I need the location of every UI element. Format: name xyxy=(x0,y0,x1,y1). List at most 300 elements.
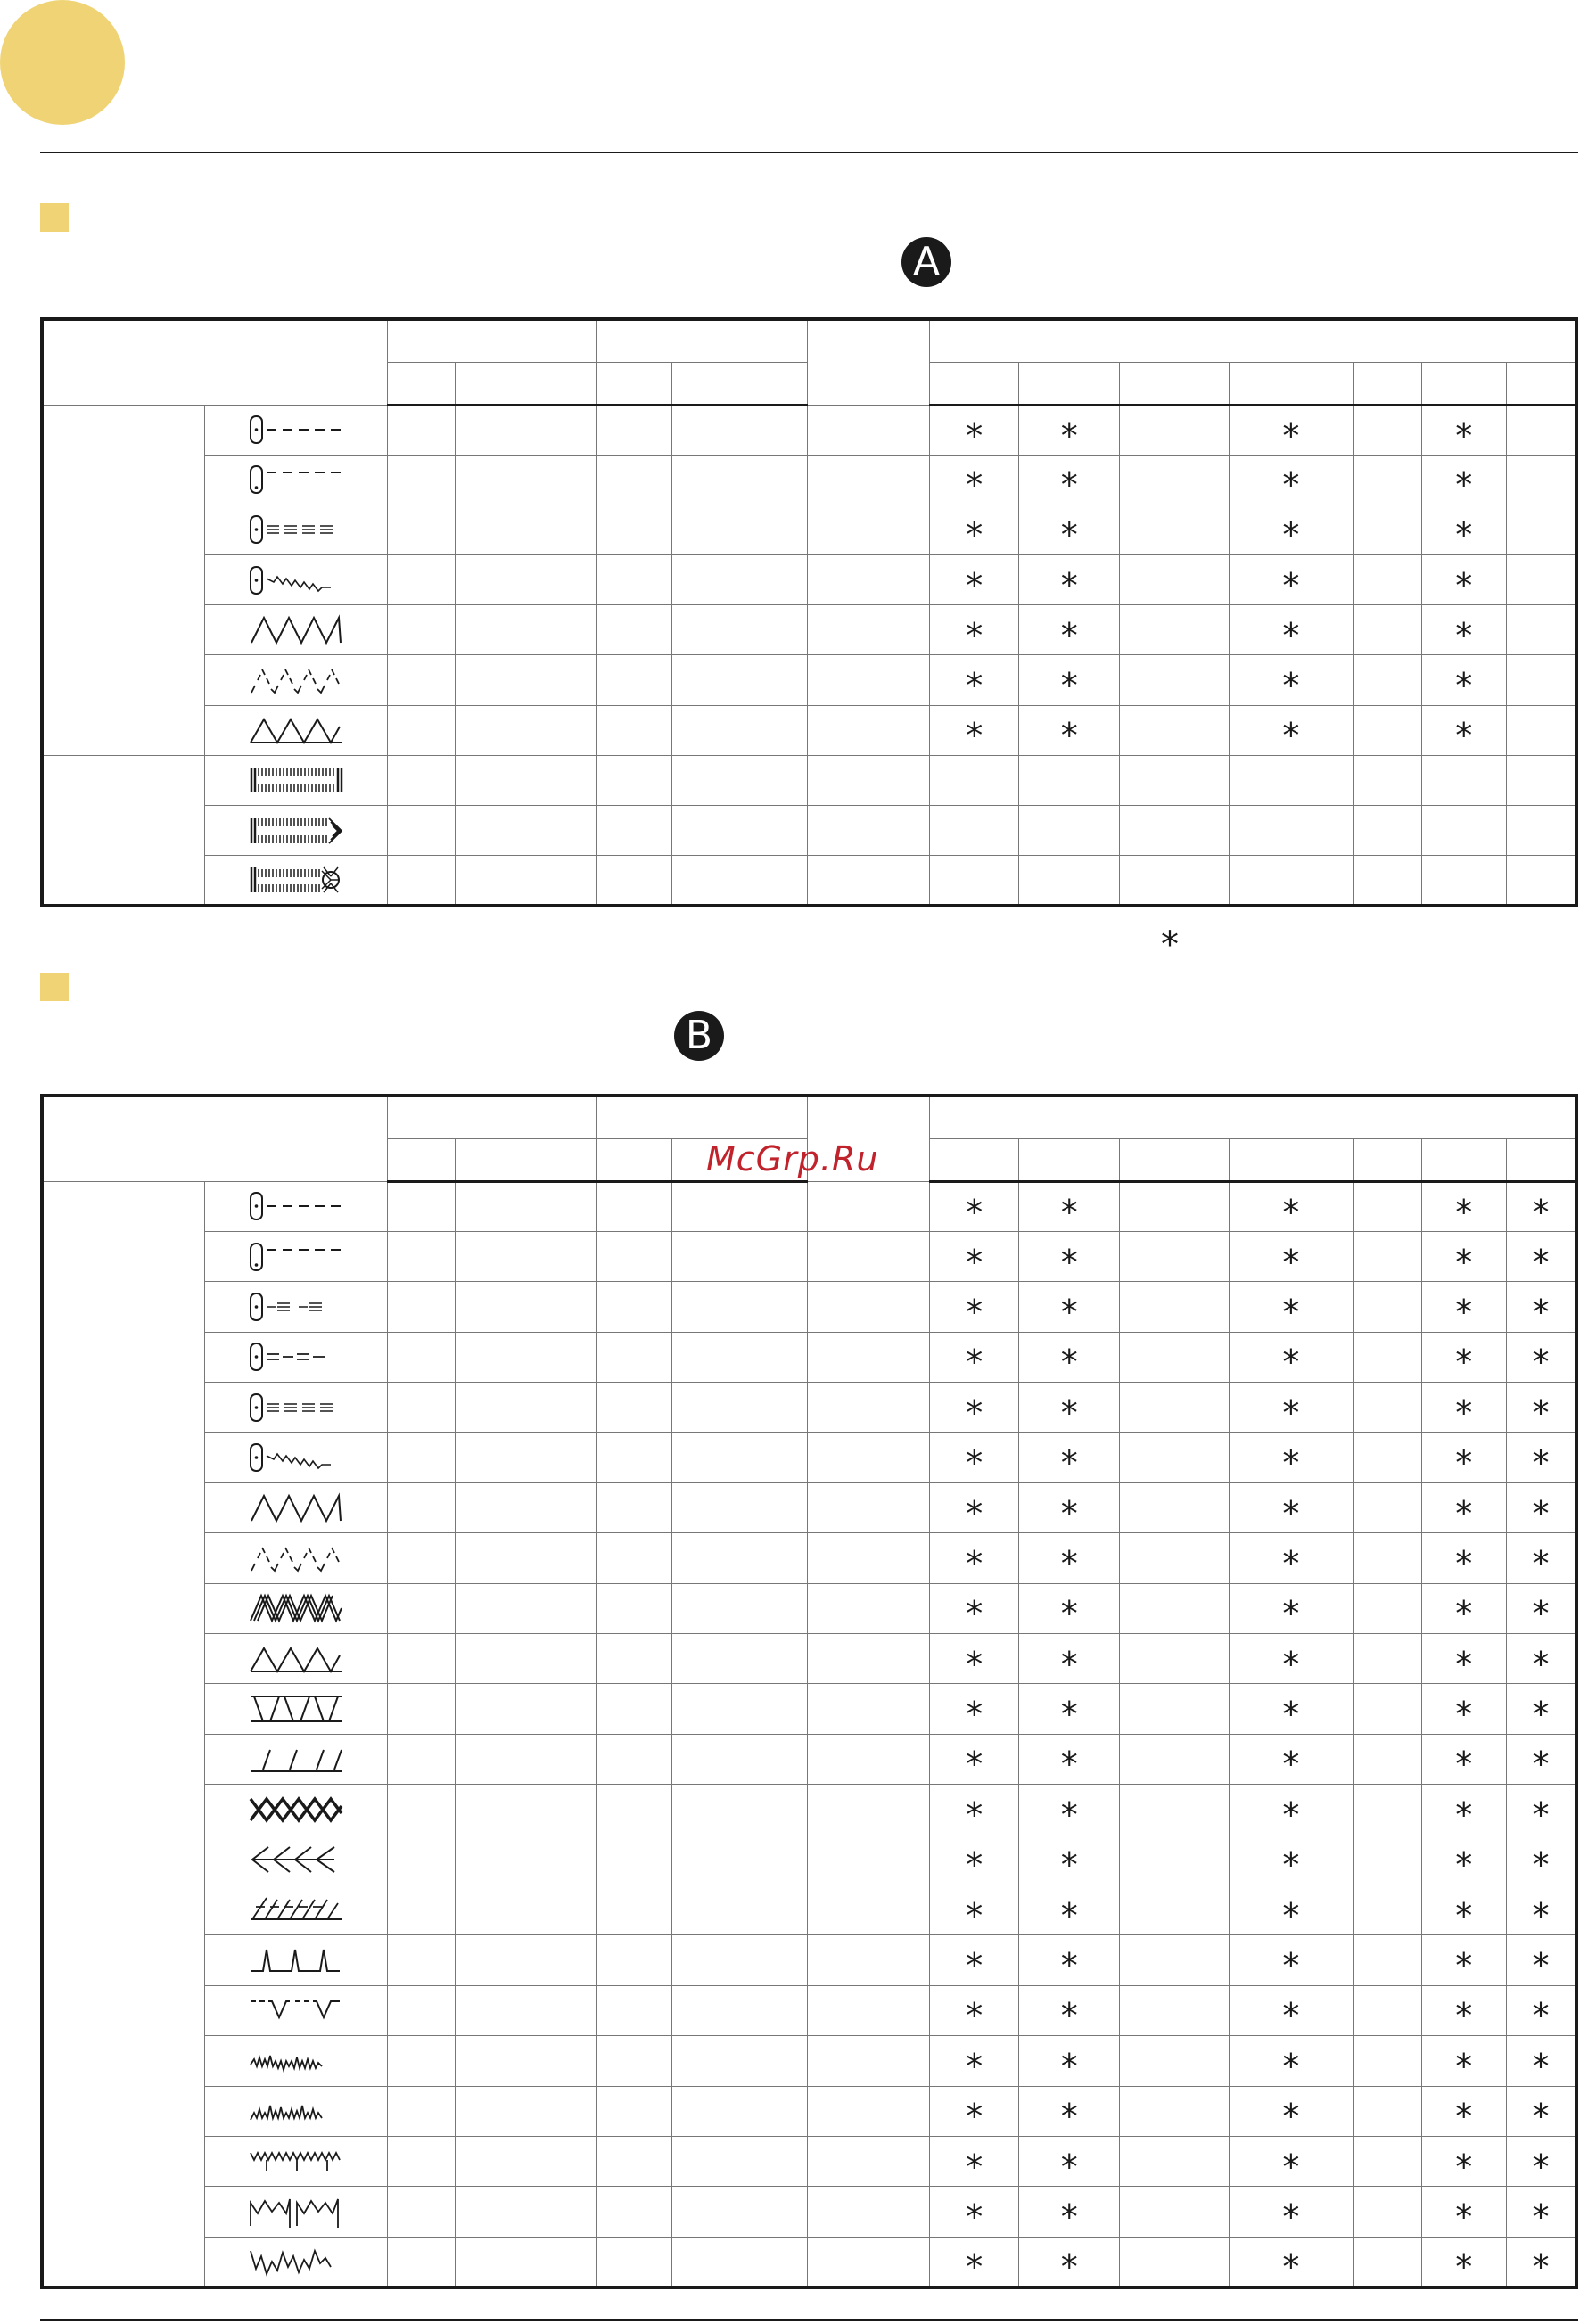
setting-cell xyxy=(671,2237,808,2287)
foot-column-cell xyxy=(1354,655,1421,705)
footer-rule xyxy=(40,2319,1578,2321)
foot-column-cell xyxy=(1229,455,1354,505)
stretch-stitch-icon xyxy=(249,1441,343,1474)
recommended-mark: * xyxy=(1060,465,1078,505)
setting-cell xyxy=(808,1231,930,1281)
foot-column-cell xyxy=(1354,1985,1421,2035)
setting-cell xyxy=(597,1634,671,1684)
setting-cell xyxy=(388,1785,455,1835)
setting-cell xyxy=(808,1785,930,1835)
foot-column-cell xyxy=(930,1785,1019,1835)
setting-cell xyxy=(597,856,671,906)
stitch-icon-cell xyxy=(205,655,388,705)
recommended-mark: * xyxy=(1282,2147,1300,2187)
recommended-mark: * xyxy=(1532,1794,1550,1835)
foot-column-cell xyxy=(1119,405,1229,455)
foot-column-cell xyxy=(1119,555,1229,605)
recommended-mark: * xyxy=(1455,565,1473,605)
header-sub-cell xyxy=(1119,362,1229,405)
stitch-row xyxy=(42,1785,1576,1835)
setting-cell xyxy=(455,455,597,505)
stitch-icon-cell xyxy=(205,605,388,655)
setting-cell xyxy=(388,1684,455,1734)
recommended-mark: * xyxy=(966,1292,983,1332)
stitch-row xyxy=(42,1282,1576,1332)
ric-rac-stitch-icon xyxy=(249,2246,343,2278)
foot-column-cell xyxy=(1229,806,1354,856)
recommended-mark: * xyxy=(966,465,983,505)
foot-column-cell xyxy=(1506,1181,1576,1231)
recommended-mark: * xyxy=(966,1242,983,1282)
setting-cell xyxy=(808,1835,930,1885)
zigzag-stitch-icon xyxy=(249,1492,343,1524)
setting-cell xyxy=(671,2187,808,2237)
triple-straight-stitch-icon xyxy=(249,513,343,546)
setting-cell xyxy=(388,2237,455,2287)
header-sub-cell xyxy=(930,1138,1019,1181)
stitch-row xyxy=(42,555,1576,605)
stitch-row xyxy=(42,1181,1576,1231)
recommended-mark: * xyxy=(1060,666,1078,706)
foot-column-cell xyxy=(1421,2086,1506,2136)
foot-column-cell xyxy=(1421,1935,1506,1985)
foot-column-cell xyxy=(1019,1885,1120,1934)
foot-column-cell xyxy=(1119,605,1229,655)
section-a-badge: A xyxy=(901,237,951,287)
foot-column-cell xyxy=(1119,1684,1229,1734)
header-sub-cell xyxy=(1354,1138,1421,1181)
recommended-mark: * xyxy=(1060,2246,1078,2287)
setting-cell xyxy=(455,2187,597,2237)
recommended-mark: * xyxy=(1532,1895,1550,1935)
stitch-row xyxy=(42,1482,1576,1532)
stitch-icon-cell xyxy=(205,1785,388,1835)
setting-cell xyxy=(597,655,671,705)
foot-column-cell xyxy=(1229,2187,1354,2237)
setting-cell xyxy=(671,655,808,705)
foot-column-cell xyxy=(1229,1985,1354,2035)
stitch-icon-cell xyxy=(205,555,388,605)
setting-cell xyxy=(388,455,455,505)
foot-column-cell xyxy=(930,1734,1019,1784)
recommended-mark: * xyxy=(1282,2046,1300,2086)
setting-cell xyxy=(388,856,455,906)
setting-cell xyxy=(455,1885,597,1934)
foot-column-cell xyxy=(1229,1482,1354,1532)
recommended-mark: * xyxy=(1455,615,1473,655)
foot-column-cell xyxy=(1421,755,1506,805)
setting-cell xyxy=(388,1634,455,1684)
setting-cell xyxy=(808,1583,930,1633)
recommended-mark: * xyxy=(1282,1996,1300,2036)
foot-column-cell xyxy=(1421,655,1506,705)
recommended-mark: * xyxy=(1060,1845,1078,1885)
setting-cell xyxy=(388,1383,455,1433)
foot-column-cell xyxy=(1229,856,1354,906)
foot-column-cell xyxy=(1421,605,1506,655)
recommended-mark: * xyxy=(1060,1192,1078,1232)
triple-dash-stitch-icon xyxy=(249,1291,343,1323)
stitch-icon-cell xyxy=(205,2036,388,2086)
foot-column-cell xyxy=(1421,1734,1506,1784)
recommended-mark: * xyxy=(966,1946,983,1986)
foot-column-cell xyxy=(1506,2187,1576,2237)
recommended-mark: * xyxy=(1282,1242,1300,1282)
recommended-mark: * xyxy=(1532,1192,1550,1232)
foot-column-cell xyxy=(1421,1282,1506,1332)
foot-column-cell xyxy=(1354,605,1421,655)
setting-cell xyxy=(455,806,597,856)
recommended-mark: * xyxy=(1532,1594,1550,1634)
foot-column-cell xyxy=(1506,2086,1576,2136)
foot-column-cell xyxy=(1506,2036,1576,2086)
foot-column-cell xyxy=(930,705,1019,755)
setting-cell xyxy=(388,1482,455,1532)
setting-cell xyxy=(597,1885,671,1934)
setting-cell xyxy=(455,1634,597,1684)
recommended-mark: * xyxy=(1455,2197,1473,2237)
foot-column-cell xyxy=(1506,455,1576,505)
recommended-mark: * xyxy=(1455,2147,1473,2187)
shell-tuck-stitch-icon xyxy=(249,2045,343,2077)
setting-cell xyxy=(597,1785,671,1835)
foot-column-cell xyxy=(1229,1181,1354,1231)
foot-column-cell xyxy=(1229,1835,1354,1885)
stitch-icon-cell xyxy=(205,1282,388,1332)
stitch-row xyxy=(42,755,1576,805)
setting-cell xyxy=(388,555,455,605)
header-sub-cell xyxy=(1506,362,1576,405)
stitch-icon-cell xyxy=(205,856,388,906)
recommended-mark: * xyxy=(1455,1895,1473,1935)
straight-stitch-center-icon xyxy=(249,414,343,446)
setting-cell xyxy=(455,1985,597,2035)
setting-cell xyxy=(671,1634,808,1684)
triple-zigzag-stitch-icon xyxy=(249,1592,343,1624)
recommended-mark: * xyxy=(1455,1996,1473,2036)
stretch-stitch-icon xyxy=(249,564,343,596)
recommended-mark: * xyxy=(1282,565,1300,605)
zigzag-stitch-icon xyxy=(249,614,343,646)
foot-column-cell xyxy=(1019,405,1120,455)
setting-cell xyxy=(671,1835,808,1885)
stitch-icon-cell xyxy=(205,1684,388,1734)
stitch-row xyxy=(42,505,1576,554)
recommended-mark: * xyxy=(966,2046,983,2086)
foot-column-cell xyxy=(930,2086,1019,2136)
stitch-row xyxy=(42,655,1576,705)
setting-cell xyxy=(671,856,808,906)
stitch-icon-cell xyxy=(205,1533,388,1583)
header-sub-cell xyxy=(1229,362,1354,405)
foot-column-cell xyxy=(1119,1533,1229,1583)
recommended-mark: * xyxy=(966,1594,983,1634)
rampart-stitch-icon xyxy=(249,2095,343,2127)
header-group-1 xyxy=(388,1096,597,1138)
stitch-icon-cell xyxy=(205,1583,388,1633)
setting-cell xyxy=(671,1785,808,1835)
setting-cell xyxy=(455,505,597,554)
foot-column-cell xyxy=(1019,1583,1120,1633)
foot-column-cell xyxy=(1019,1282,1120,1332)
setting-cell xyxy=(808,705,930,755)
foot-column-cell xyxy=(1354,2187,1421,2237)
foot-column-cell xyxy=(930,405,1019,455)
foot-column-cell xyxy=(1119,1734,1229,1784)
setting-cell xyxy=(597,2036,671,2086)
foot-column-cell xyxy=(1229,1383,1354,1433)
straight-stitch-left-icon xyxy=(249,1241,343,1273)
foot-column-cell xyxy=(1119,1583,1229,1633)
recommended-mark: * xyxy=(1455,1443,1473,1483)
recommended-mark: * xyxy=(1532,2147,1550,2187)
foot-column-cell xyxy=(1019,1634,1120,1684)
setting-cell xyxy=(597,1835,671,1885)
watermark: McGrp.Ru xyxy=(706,1139,879,1178)
foot-column-cell xyxy=(1421,1383,1506,1433)
setting-cell xyxy=(671,705,808,755)
recommended-mark: * xyxy=(1282,2246,1300,2287)
recommended-mark: * xyxy=(1532,2046,1550,2086)
foot-column-cell xyxy=(1506,1885,1576,1934)
foot-column-cell xyxy=(1421,1181,1506,1231)
setting-cell xyxy=(808,755,930,805)
foot-column-cell xyxy=(1421,1433,1506,1482)
foot-column-cell xyxy=(1506,1583,1576,1633)
setting-cell xyxy=(455,1785,597,1835)
setting-cell xyxy=(808,2086,930,2136)
foot-column-cell xyxy=(1354,1734,1421,1784)
foot-column-cell xyxy=(1119,1785,1229,1835)
setting-cell xyxy=(388,1181,455,1231)
setting-cell xyxy=(808,2036,930,2086)
foot-column-cell xyxy=(1019,1935,1120,1985)
setting-cell xyxy=(671,755,808,805)
recommended-mark: * xyxy=(1455,1794,1473,1835)
foot-column-cell xyxy=(930,455,1019,505)
stitch-row xyxy=(42,2036,1576,2086)
setting-cell xyxy=(455,1181,597,1231)
recommended-mark: * xyxy=(1532,1745,1550,1785)
setting-cell xyxy=(597,1383,671,1433)
stitch-icon-cell xyxy=(205,405,388,455)
header-group-3 xyxy=(930,319,1576,362)
recommended-mark: * xyxy=(1060,1493,1078,1533)
stitch-row xyxy=(42,1583,1576,1633)
straight-stitch-left-icon xyxy=(249,464,343,496)
recommended-mark: * xyxy=(1282,1343,1300,1383)
foot-column-cell xyxy=(930,555,1019,605)
foot-column-cell xyxy=(930,1383,1019,1433)
recommended-mark: * xyxy=(1060,1745,1078,1785)
recommended-mark: * xyxy=(966,1695,983,1735)
foot-column-cell xyxy=(930,1433,1019,1482)
header-sub-cell xyxy=(1354,362,1421,405)
foot-column-cell xyxy=(1119,1231,1229,1281)
header-sub-cell xyxy=(1019,1138,1120,1181)
header-sub-cell xyxy=(1119,1138,1229,1181)
header-sub-cell xyxy=(1421,1138,1506,1181)
header-group-1 xyxy=(388,319,597,362)
setting-cell xyxy=(808,1482,930,1532)
foot-column-cell xyxy=(1506,1282,1576,1332)
setting-cell xyxy=(455,405,597,455)
header-sub-cell xyxy=(1506,1138,1576,1181)
stitch-row xyxy=(42,1935,1576,1985)
foot-column-cell xyxy=(1019,1332,1120,1382)
recommended-mark: * xyxy=(1282,1392,1300,1433)
foot-column-cell xyxy=(1506,1734,1576,1784)
setting-cell xyxy=(597,1684,671,1734)
stitch-icon-cell xyxy=(205,2086,388,2136)
foot-column-cell xyxy=(1506,856,1576,906)
recommended-mark: * xyxy=(1060,1996,1078,2036)
multi-zigzag-stitch-icon xyxy=(249,664,343,696)
stitch-icon-cell xyxy=(205,1482,388,1532)
foot-column-cell xyxy=(1506,1231,1576,1281)
stitch-row xyxy=(42,455,1576,505)
recommended-mark: * xyxy=(966,1493,983,1533)
recommended-mark: * xyxy=(1455,465,1473,505)
foot-column-cell xyxy=(1421,1482,1506,1532)
multi-zigzag-stitch-icon xyxy=(249,1542,343,1574)
foot-column-cell xyxy=(1229,2237,1354,2287)
foot-column-cell xyxy=(1229,2136,1354,2186)
foot-column-cell xyxy=(1119,455,1229,505)
recommended-mark: * xyxy=(1455,1292,1473,1332)
recommended-mark: * xyxy=(1455,2097,1473,2137)
setting-cell xyxy=(808,1684,930,1734)
recommended-mark: * xyxy=(1282,1895,1300,1935)
recommended-mark: * xyxy=(1455,1644,1473,1684)
foot-column-cell xyxy=(1354,505,1421,554)
foot-column-cell xyxy=(1229,1885,1354,1934)
foot-column-cell xyxy=(930,1181,1019,1231)
setting-cell xyxy=(808,1935,930,1985)
stitch-row xyxy=(42,1231,1576,1281)
setting-cell xyxy=(388,405,455,455)
setting-cell xyxy=(808,2187,930,2237)
foot-column-cell xyxy=(1354,1181,1421,1231)
straight-stitch-center-icon xyxy=(249,1190,343,1222)
recommended-mark: * xyxy=(1060,1895,1078,1935)
stitch-icon-cell xyxy=(205,1734,388,1784)
foot-column-cell xyxy=(1019,455,1120,505)
setting-cell xyxy=(808,1181,930,1231)
foot-column-cell xyxy=(930,2187,1019,2237)
setting-cell xyxy=(808,1433,930,1482)
setting-cell xyxy=(671,1533,808,1583)
foot-column-cell xyxy=(1506,405,1576,455)
setting-cell xyxy=(455,2237,597,2287)
setting-cell xyxy=(388,806,455,856)
double-dash-stitch-icon xyxy=(249,1341,343,1373)
stitch-row xyxy=(42,2187,1576,2237)
foot-column-cell xyxy=(1229,1533,1354,1583)
foot-column-cell xyxy=(1119,2036,1229,2086)
stitch-icon-cell xyxy=(205,755,388,805)
setting-cell xyxy=(671,405,808,455)
recommended-mark: * xyxy=(1282,2097,1300,2137)
recommended-mark: * xyxy=(1455,1242,1473,1282)
foot-column-cell xyxy=(930,2036,1019,2086)
feather-left-stitch-icon xyxy=(249,1844,343,1876)
setting-cell xyxy=(597,455,671,505)
recommended-mark: * xyxy=(966,1392,983,1433)
footnote-mark: * xyxy=(1161,924,1179,965)
foot-column-cell xyxy=(1421,1583,1506,1633)
fagoting-stitch-icon xyxy=(249,2196,343,2228)
stitch-row xyxy=(42,1684,1576,1734)
stitch-row xyxy=(42,2237,1576,2287)
foot-column-cell xyxy=(1421,2136,1506,2186)
foot-column-cell xyxy=(1019,2036,1120,2086)
foot-column-cell xyxy=(1506,1383,1576,1433)
setting-cell xyxy=(597,705,671,755)
recommended-mark: * xyxy=(1455,2046,1473,2086)
section-a-marker xyxy=(40,203,69,232)
recommended-mark: * xyxy=(1060,1343,1078,1383)
foot-column-cell xyxy=(1019,655,1120,705)
foot-column-cell xyxy=(1019,1231,1120,1281)
stitch-icon-cell xyxy=(205,455,388,505)
recommended-mark: * xyxy=(966,1996,983,2036)
foot-column-cell xyxy=(1506,1935,1576,1985)
foot-column-cell xyxy=(1229,1935,1354,1985)
foot-column-cell xyxy=(1019,1383,1120,1433)
setting-cell xyxy=(388,705,455,755)
setting-cell xyxy=(455,1734,597,1784)
setting-cell xyxy=(671,1482,808,1532)
recommended-mark: * xyxy=(966,1343,983,1383)
setting-cell xyxy=(388,1734,455,1784)
setting-cell xyxy=(597,1935,671,1985)
foot-column-cell xyxy=(1019,806,1120,856)
foot-column-cell xyxy=(1229,555,1354,605)
foot-column-cell xyxy=(1019,2086,1120,2136)
stitch-icon-cell xyxy=(205,1985,388,2035)
foot-column-cell xyxy=(1421,1332,1506,1382)
foot-column-cell xyxy=(1354,455,1421,505)
overlock-stitch-icon xyxy=(249,1693,343,1725)
foot-column-cell xyxy=(1019,705,1120,755)
setting-cell xyxy=(671,1985,808,2035)
recommended-mark: * xyxy=(966,565,983,605)
foot-column-cell xyxy=(930,856,1019,906)
recommended-mark: * xyxy=(1282,1543,1300,1583)
foot-column-cell xyxy=(1421,405,1506,455)
foot-column-cell xyxy=(1119,2237,1229,2287)
foot-column-cell xyxy=(1019,1684,1120,1734)
foot-column-cell xyxy=(930,755,1019,805)
foot-column-cell xyxy=(1229,1433,1354,1482)
header-group-3 xyxy=(930,1096,1576,1138)
applique-stitch-icon xyxy=(249,1994,343,2026)
stitch-table-b xyxy=(40,1094,1578,2289)
foot-column-cell xyxy=(930,605,1019,655)
stitch-row xyxy=(42,2136,1576,2186)
foot-column-cell xyxy=(1421,1835,1506,1885)
foot-column-cell xyxy=(930,655,1019,705)
foot-column-cell xyxy=(1229,705,1354,755)
setting-cell xyxy=(671,555,808,605)
foot-column-cell xyxy=(1506,1533,1576,1583)
foot-column-cell xyxy=(1506,1433,1576,1482)
recommended-mark: * xyxy=(1060,565,1078,605)
setting-cell xyxy=(808,1634,930,1684)
stitch-row xyxy=(42,1734,1576,1784)
header-sub-cell xyxy=(455,362,597,405)
